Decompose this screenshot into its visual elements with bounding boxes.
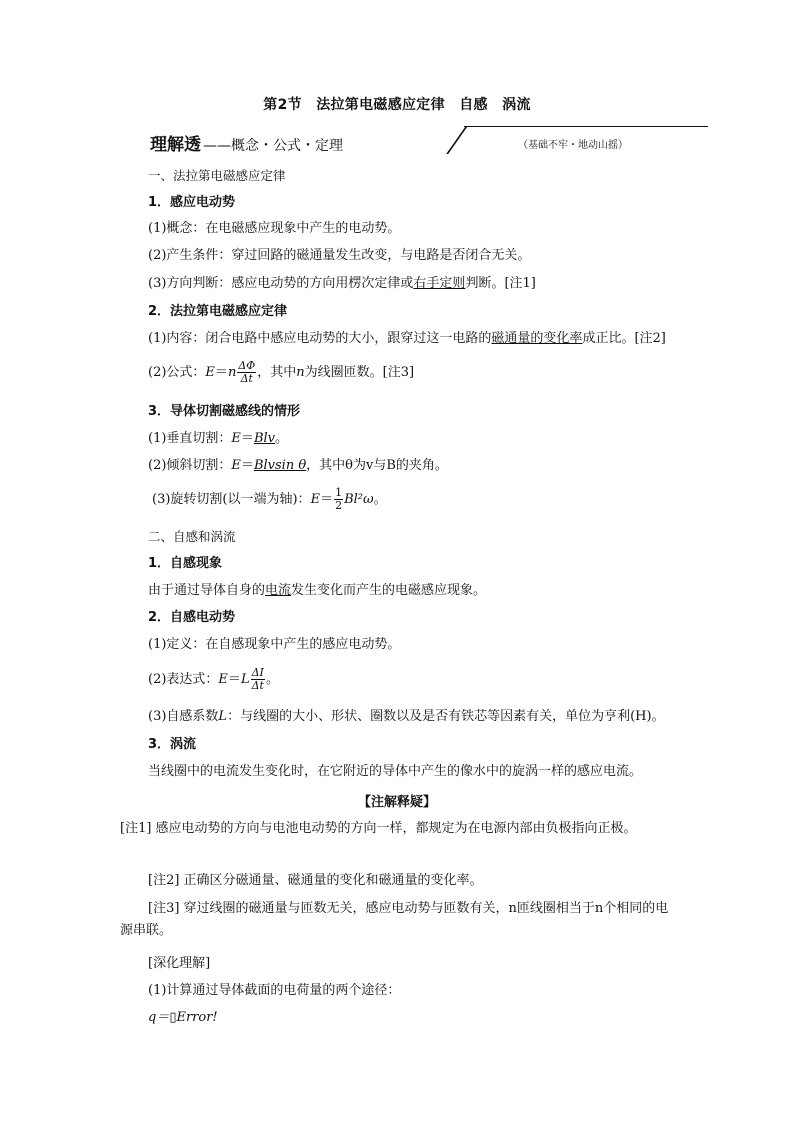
deep-item-1: (1)计算通过导体截面的电荷量的两个途径： [148,983,401,998]
text-span: 成正比。[注2] [582,331,666,346]
banner-label [150,130,343,155]
underlined-term: 电流 [265,583,292,598]
text-span: 。 [265,672,279,687]
banner-dash: —— [203,138,231,154]
section1-sub2: 2．法拉第电磁感应定律 [148,304,288,319]
text-span: (2)表达式： [148,672,219,687]
page-title: 第2节 法拉第电磁感应定律 自感 涡流 [263,97,531,113]
text-span: 。 [275,431,289,446]
fraction-denominator: Δt [240,372,253,385]
section1-heading: 一、法拉第电磁感应定律 [148,168,286,183]
formula-e: E [218,672,228,687]
note-2: [注2] 正确区分磁通量、磁通量的变化和磁通量的变化率。 [148,873,483,888]
fraction-numerator: ΔΦ [238,359,256,372]
text-span: (2)公式： [148,365,206,380]
section1-p5-formula [148,360,414,385]
banner-big-text: 理解透 [150,135,201,155]
fraction [251,667,265,692]
section2-sub2: 2．自感电动势 [148,610,236,625]
fraction [237,360,256,385]
formula-eq: ＝ [214,365,228,380]
text-span: ，其中 [257,365,297,380]
text-span: (3)方向判断：感应电动势的方向用楞次定律或 [148,276,414,291]
formula-term: Bl²ω [344,492,374,507]
underlined-term: 右手定则 [413,276,466,291]
section1-p6 [148,431,288,447]
banner-subtitle: 概念・公式・定理 [231,138,343,154]
underlined-term: 磁通量的变化率 [491,331,583,346]
note-3 [120,898,680,942]
text-span: (1)垂直切割： [148,431,232,446]
formula-e: E [205,365,215,380]
text-span: (3)旋转切割(以一端为轴)： [152,492,311,507]
formula-eq: ＝ [227,672,241,687]
section2-p5: 当线圈中的电流发生变化时，在它附近的导体中产生的像水中的旋涡一样的感应电流。 [148,764,643,779]
formula-eq: ＝ [240,431,254,446]
section2-heading: 二、自感和涡流 [148,529,236,544]
deep-item-2: q＝▯Error! [148,1010,218,1025]
section1-sub1: 1．感应电动势 [148,195,236,210]
section2-p4 [148,709,665,725]
section1-p4 [148,331,666,347]
formula-n: n [296,365,305,380]
text-span: 由于通过导体自身的 [148,583,266,598]
banner-slash-divider [446,126,468,154]
formula-e: E [231,431,241,446]
section2-p1 [148,583,486,599]
fraction-numerator: 1 [335,486,343,499]
fraction-numerator: ΔI [251,666,264,679]
text-span: (1)内容：闭合电路中感应电动势的大小，跟穿过这一电路的 [148,331,492,346]
section1-p1: (1)概念：在电磁感应现象中产生的电动势。 [148,221,401,236]
underlined-formula: Blv [253,431,275,446]
text-span: 为线圈匝数。[注3] [304,365,415,380]
fraction [334,487,343,512]
section2-sub1: 1．自感现象 [148,556,223,571]
underlined-formula: Blvsin θ [253,458,307,473]
section1-p3 [148,276,536,292]
formula-eq: ＝ [240,458,254,473]
banner-top-rule [464,126,708,127]
section1-p2: (2)产生条件：穿过回路的磁通量发生改变，与电路是否闭合无关。 [148,248,531,263]
section1-sub3: 3．导体切割磁感线的情形 [148,404,301,419]
banner-right-note: （基础不牢・地动山摇） [518,140,628,151]
section1-p8-formula [152,487,387,512]
section1-p7 [148,458,448,474]
notes-heading: 【注解释疑】 [357,795,436,810]
formula-n: n [227,365,237,380]
section2-sub3: 3．涡流 [148,737,197,752]
note-1 [120,818,680,840]
section-banner [146,126,710,156]
text-span: (2)倾斜切割： [148,458,232,473]
text-span: (3)自感系数 [148,709,219,724]
formula-l: L [218,709,228,724]
text-span: 。 [373,492,387,507]
fraction-denominator: 2 [335,499,343,512]
note-text: [注3] 穿过线圈的磁通量与匝数无关，感应电动势与匝数有关，n匝线圈相当于n个相同的电源串联。 [120,901,669,938]
deep-heading: [深化理解] [148,956,211,971]
fraction-denominator: Δt [251,679,264,692]
formula-eq: ＝ [320,492,334,507]
section2-p3-formula [148,667,279,692]
note-text: [注1] 感应电动势的方向与电池电动势的方向一样，都规定为在电源内部由负极指向正极。 [120,821,637,836]
formula-e: E [310,492,321,507]
text-span: 发生变化而产生的电磁感应现象。 [291,583,487,598]
text-span: ，其中θ为v与B的夹角。 [306,458,448,473]
formula-l: L [240,672,250,687]
section2-p2: (1)定义：在自感现象中产生的感应电动势。 [148,637,401,652]
text-span: 判断。[注1] [465,276,536,291]
formula-e: E [231,458,241,473]
text-span: ：与线圈的大小、形状、圈数以及是否有铁芯等因素有关，单位为亨利(H)。 [227,709,665,724]
